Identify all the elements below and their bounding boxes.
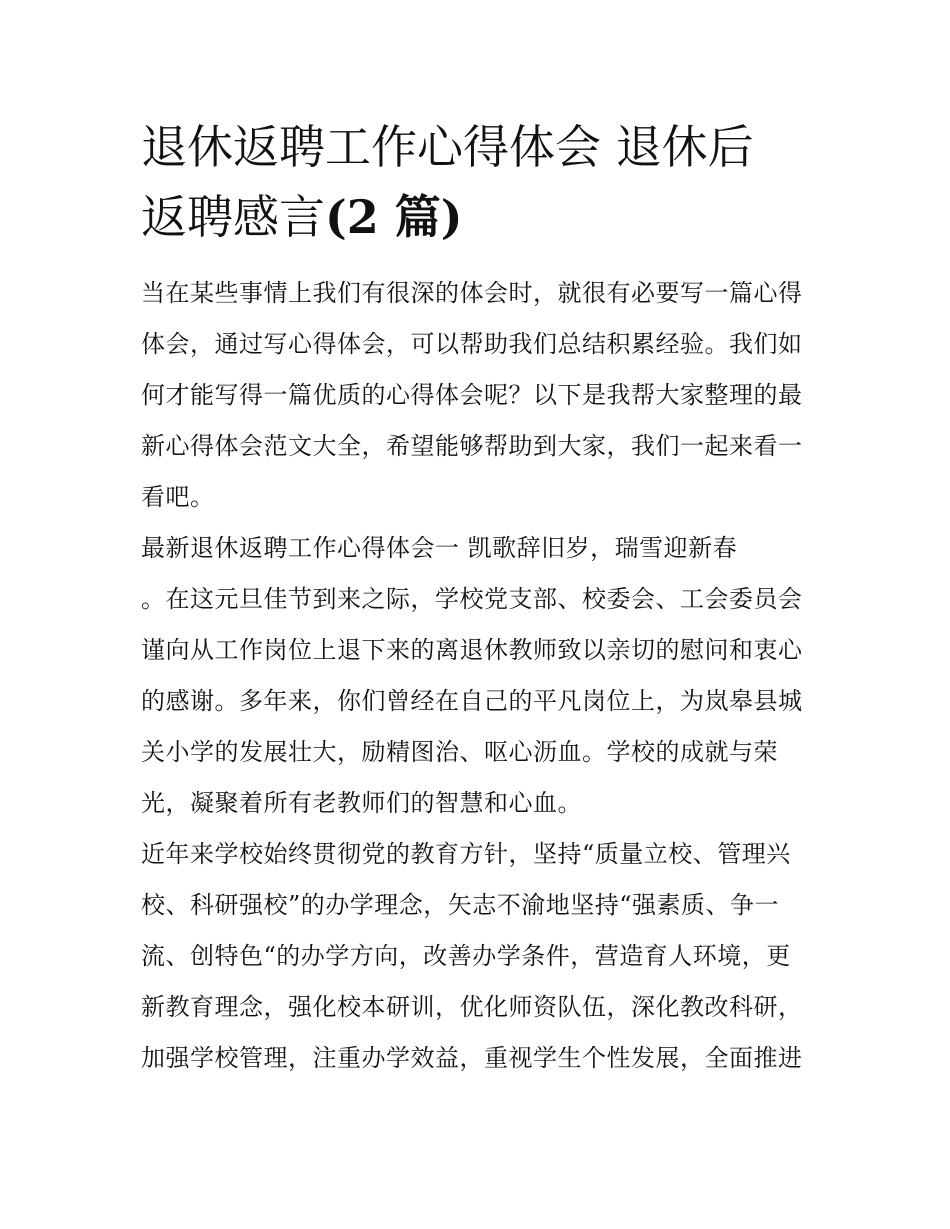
paragraph-line: 的感谢。多年来，你们曾经在自己的平凡岗位上，为岚皋县城 (141, 687, 803, 715)
paragraph-line: 光，凝聚着所有老教师们的智慧和心血。 (141, 789, 582, 817)
paragraph-line: 新教育理念，强化校本研训，优化师资队伍，深化教改科研， (141, 993, 803, 1021)
title-count: (2 篇) (325, 190, 463, 244)
paragraph-line: 校、科研强校”的办学理念，矢志不渝地坚持“强素质、争一 (141, 891, 780, 919)
paragraph-line: 新心得体会范文大全，希望能够帮助到大家，我们一起来看一 (141, 432, 803, 460)
paragraph-line: 最新退休返聘工作心得体会一 凯歌辞旧岁，瑞雪迎新春 (141, 534, 738, 562)
paragraph-line: 当在某些事情上我们有很深的体会时，就很有必要写一篇心得 (141, 279, 803, 307)
paragraph-line: 流、创特色“的办学方向，改善办学条件，营造育人环境，更 (141, 942, 791, 970)
paragraph-line: 。在这元旦佳节到来之际，学校党支部、校委会、工会委员会 (141, 585, 803, 613)
paragraph-line: 谨向从工作岗位上退下来的离退休教师致以亲切的慰问和衷心 (141, 636, 803, 664)
paragraph-line: 体会，通过写心得体会，可以帮助我们总结积累经验。我们如 (141, 330, 803, 358)
paragraph-line: 近年来学校始终贯彻党的教育方针，坚持“质量立校、管理兴 (141, 840, 791, 868)
paragraph-line: 关小学的发展壮大，励精图治、呕心沥血。学校的成就与荣 (141, 738, 778, 766)
paragraph-article-2 (141, 829, 821, 1084)
document-title (141, 112, 821, 252)
document-content (141, 112, 821, 1084)
paragraph-intro (141, 268, 821, 523)
paragraph-line: 何才能写得一篇优质的心得体会呢？以下是我帮大家整理的最 (141, 381, 803, 409)
paragraph-line: 加强学校管理，注重办学效益，重视学生个性发展，全面推进 (141, 1044, 803, 1072)
paragraph-article-1 (141, 523, 821, 829)
title-line-1: 退休返聘工作心得体会 退休后 (141, 120, 754, 174)
title-line-2-text: 返聘感言 (141, 190, 325, 244)
paragraph-line: 看吧。 (141, 483, 215, 511)
title-line-2 (141, 182, 821, 252)
